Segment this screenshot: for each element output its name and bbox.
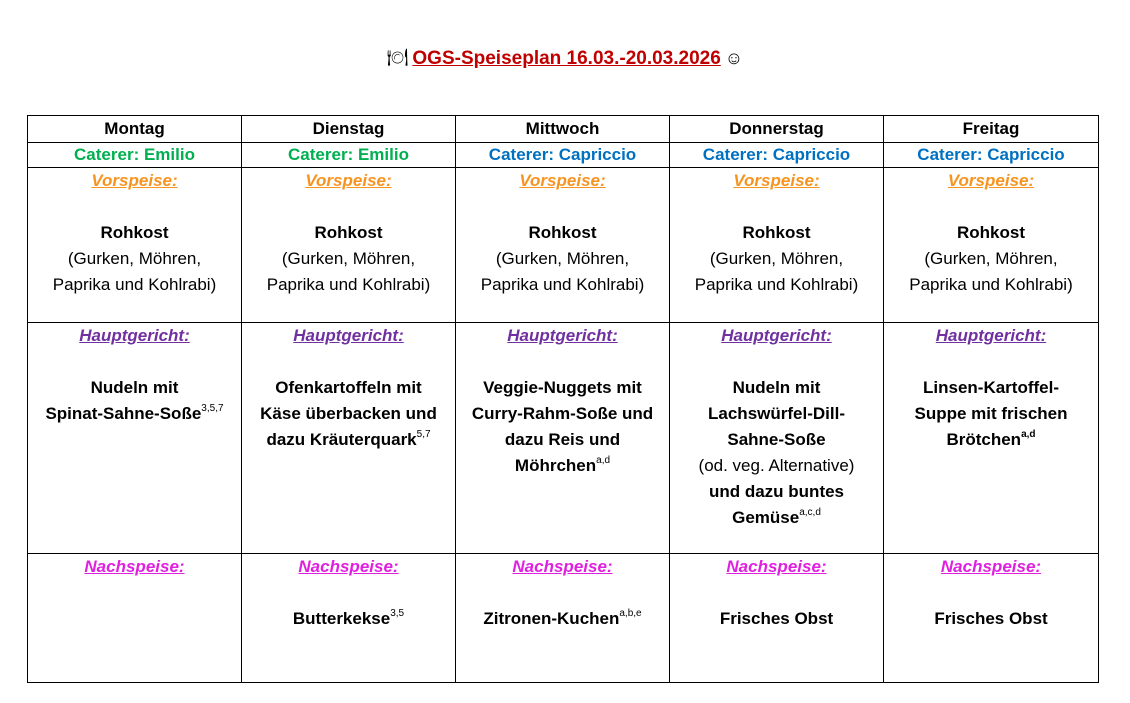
vorspeise-title: Rohkost [528,223,597,242]
vorspeise-detail: (Gurken, Möhren, [67,249,202,268]
day-header-dienstag: Dienstag [242,116,456,143]
nachspeise-label: Nachspeise: [298,557,399,576]
vorspeise-cell-donnerstag [670,168,884,323]
vorspeise-cell-freitag [884,168,1099,323]
vorspeise-detail: Paprika und Kohlrabi) [266,275,431,294]
plate-cutlery-icon: 🍽 [386,48,409,67]
nachspeise-cell-dienstag [242,554,456,683]
hauptgericht-text: Brötchen [946,430,1022,449]
vorspeise-detail: (Gurken, Möhren, [495,249,630,268]
hauptgericht-cell-freitag [884,323,1099,554]
hauptgericht-text: Sahne-Soße [727,430,826,449]
hauptgericht-text: Suppe mit frischen [914,404,1068,423]
hauptgericht-cell-dienstag [242,323,456,554]
vorspeise-label: Vorspeise: [733,171,820,190]
vorspeise-label: Vorspeise: [947,171,1035,190]
allergen-codes: a,d [1021,429,1036,440]
hauptgericht-text: Spinat-Sahne-Soße [45,404,202,423]
hauptgericht-text: Linsen-Kartoffel- [923,378,1059,397]
day-header-donnerstag: Donnerstag [670,116,884,143]
vorspeise-row [28,168,1099,323]
vorspeise-label: Vorspeise: [91,171,178,190]
vorspeise-title: Rohkost [957,223,1025,242]
hauptgericht-text: dazu Reis und [504,430,621,449]
vorspeise-detail: (Gurken, Möhren, [924,249,1058,268]
menu-table [27,115,1099,683]
hauptgericht-text: Möhrchen [514,456,597,475]
page-title: OGS-Speiseplan 16.03.-20.03.2026 [412,48,721,69]
day-header-freitag: Freitag [884,116,1099,143]
nachspeise-cell-mittwoch [456,554,670,683]
page-header [0,44,1130,73]
nachspeise-text: Butterkekse [292,609,391,628]
nachspeise-text: Frisches Obst [719,609,834,628]
hauptgericht-label: Hauptgericht: [507,326,618,345]
hauptgericht-cell-donnerstag [670,323,884,554]
nachspeise-label: Nachspeise: [726,557,827,576]
nachspeise-cell-freitag [884,554,1099,683]
hauptgericht-text: Nudeln mit [732,378,821,397]
allergen-codes: 3,5,7 [201,403,224,414]
hauptgericht-text: Käse überbacken und [260,404,437,423]
hauptgericht-cell-montag [28,323,242,554]
nachspeise-label: Nachspeise: [512,557,613,576]
day-header-row [28,116,1099,143]
vorspeise-cell-montag [28,168,242,323]
smiley-icon: ☺ [724,48,744,68]
vorspeise-cell-dienstag [242,168,456,323]
hauptgericht-label: Hauptgericht: [79,326,190,345]
hauptgericht-cell-mittwoch [456,323,670,554]
caterer-dienstag: Caterer: Emilio [242,143,456,168]
caterer-mittwoch: Caterer: Capriccio [456,143,670,168]
nachspeise-label: Nachspeise: [84,557,185,576]
caterer-montag: Caterer: Emilio [28,143,242,168]
nachspeise-text: Frisches Obst [934,609,1048,628]
hauptgericht-text: Curry-Rahm-Soße und [471,404,654,423]
hauptgericht-row [28,323,1099,554]
allergen-codes: 3,5 [390,608,405,619]
hauptgericht-text: Nudeln mit [90,378,179,397]
allergen-codes: 5,7 [416,429,431,440]
nachspeise-row [28,554,1099,683]
allergen-codes: a,c,d [799,507,821,518]
vorspeise-cell-mittwoch [456,168,670,323]
vorspeise-detail: Paprika und Kohlrabi) [480,275,645,294]
caterer-freitag: Caterer: Capriccio [884,143,1099,168]
hauptgericht-text: dazu Kräuterquark [266,430,417,449]
vorspeise-title: Rohkost [314,223,383,242]
vorspeise-title: Rohkost [100,223,169,242]
hauptgericht-label: Hauptgericht: [935,326,1047,345]
vorspeise-detail: (Gurken, Möhren, [709,249,844,268]
nachspeise-label: Nachspeise: [940,557,1042,576]
hauptgericht-text: Lachswürfel-Dill- [708,404,845,423]
vorspeise-label: Vorspeise: [519,171,606,190]
hauptgericht-label: Hauptgericht: [293,326,404,345]
vorspeise-detail: Paprika und Kohlrabi) [909,275,1073,294]
day-header-mittwoch: Mittwoch [456,116,670,143]
vorspeise-title: Rohkost [742,223,811,242]
vorspeise-detail: Paprika und Kohlrabi) [694,275,859,294]
hauptgericht-text: Gemüse [732,508,800,527]
vorspeise-label: Vorspeise: [305,171,392,190]
hauptgericht-label: Hauptgericht: [721,326,832,345]
hauptgericht-alternative: (od. veg. Alternative) [698,456,855,475]
nachspeise-cell-donnerstag [670,554,884,683]
vorspeise-detail: Paprika und Kohlrabi) [52,275,217,294]
day-header-montag: Montag [28,116,242,143]
vorspeise-detail: (Gurken, Möhren, [281,249,416,268]
nachspeise-cell-montag [28,554,242,683]
allergen-codes: a,d [596,455,611,466]
nachspeise-text: Zitronen-Kuchen [483,609,620,628]
caterer-row [28,143,1099,168]
caterer-donnerstag: Caterer: Capriccio [670,143,884,168]
allergen-codes: a,b,e [619,608,642,619]
hauptgericht-text: Veggie-Nuggets mit [483,378,642,397]
hauptgericht-text: und dazu buntes [708,482,845,501]
hauptgericht-text: Ofenkartoffeln mit [275,378,422,397]
